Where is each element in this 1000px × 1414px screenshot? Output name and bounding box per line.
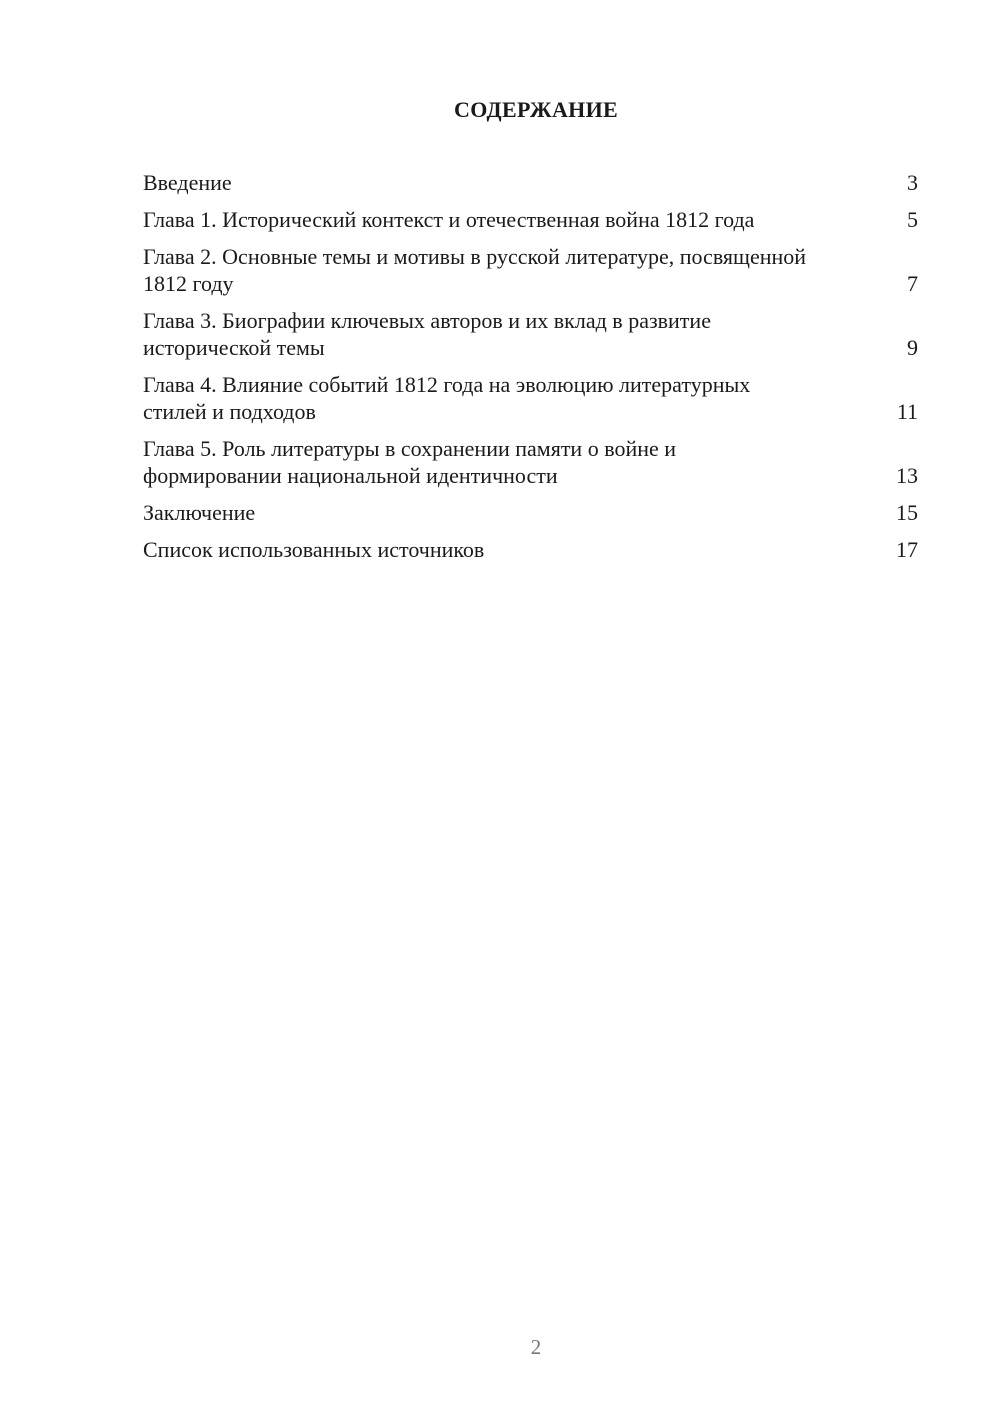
- toc-entry-introduction: [143, 169, 918, 196]
- toc-entry-chapter-4: [143, 371, 918, 425]
- toc-entry-text: Глава 3. Биографии ключевых авторов и их вклад в развитие исторической темы: [143, 308, 711, 360]
- toc-entry-references: [143, 536, 918, 563]
- toc-entry-text: Глава 2. Основные темы и мотивы в русской литературе, посвященной 1812 году: [143, 244, 807, 296]
- toc-entry-page: 17: [896, 537, 918, 562]
- toc-entry-page: 5: [907, 207, 918, 232]
- toc-entry-page: 11: [896, 399, 918, 424]
- toc-entry-text: Глава 5. Роль литературы в сохранении памяти о войне и формировании национальной идентичности: [143, 436, 677, 488]
- toc-entry-chapter-3: [143, 307, 918, 361]
- toc-entry-page: 15: [896, 500, 918, 525]
- toc-entry-conclusion: [143, 499, 918, 526]
- table-of-contents: [143, 169, 918, 573]
- page-number: 2: [530, 1335, 542, 1359]
- toc-entry-chapter-5: [143, 435, 918, 489]
- toc-entry-text: Заключение: [143, 500, 256, 525]
- toc-entry-page: 9: [907, 335, 918, 360]
- toc-entry-chapter-1: [143, 206, 918, 233]
- toc-entry-text: Список использованных источников: [143, 537, 485, 562]
- page-title: СОДЕРЖАНИЕ: [454, 97, 618, 122]
- toc-entry-text: Введение: [143, 170, 232, 195]
- toc-entry-text: Глава 1. Исторический контекст и отечественная война 1812 года: [143, 207, 755, 232]
- toc-entry-text: Глава 4. Влияние событий 1812 года на эволюцию литературных стилей и подходов: [143, 372, 751, 424]
- toc-entry-chapter-2: [143, 243, 918, 297]
- toc-entry-page: 3: [907, 170, 918, 195]
- toc-entry-page: 13: [896, 463, 918, 488]
- toc-entry-page: 7: [907, 271, 918, 296]
